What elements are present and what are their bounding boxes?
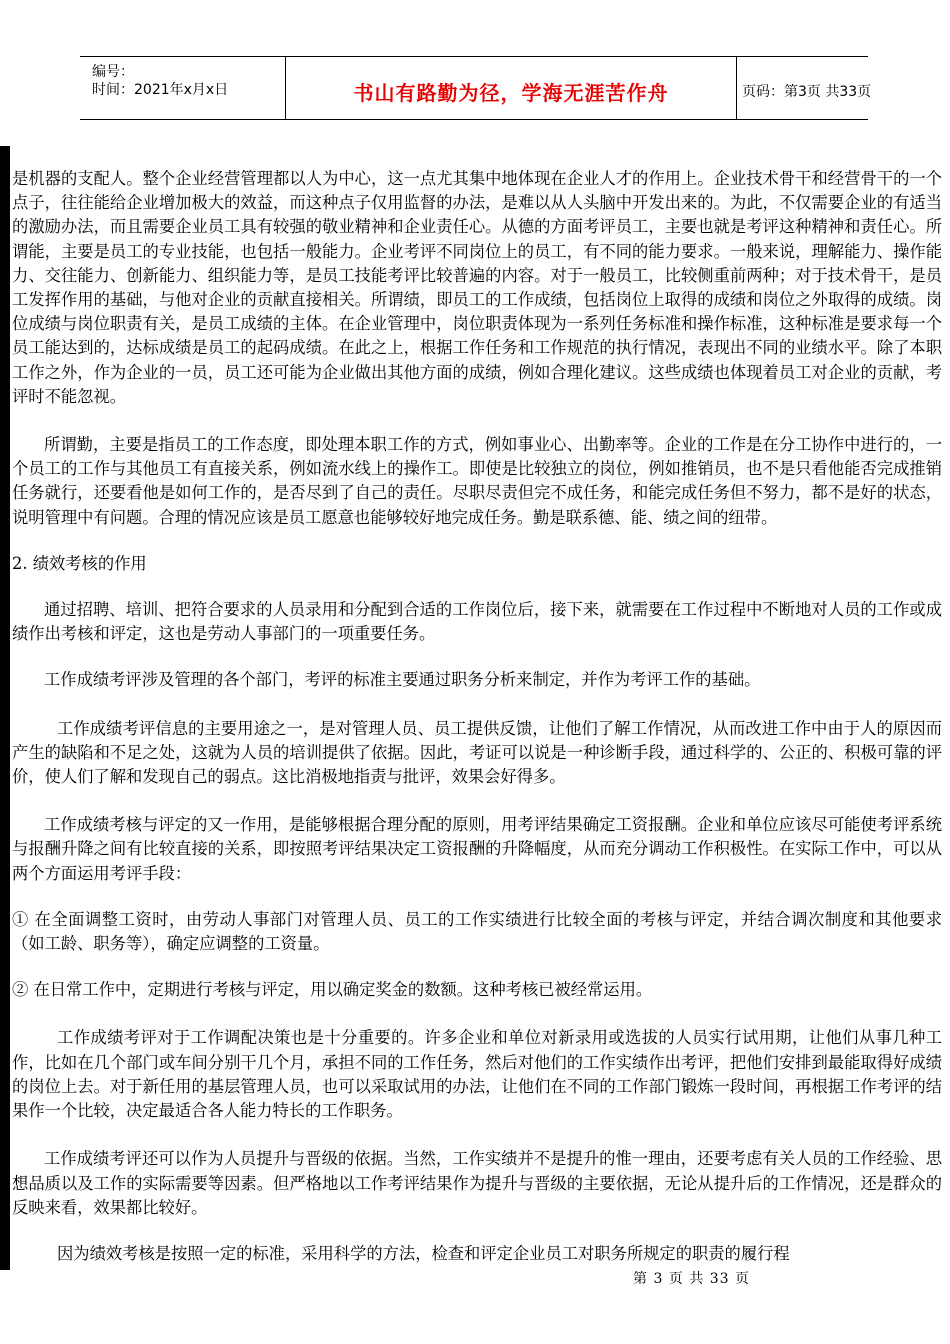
paragraph: 因为绩效考核是按照一定的标准，采用科学的方法，检查和评定企业员工对职务所规定的职责的履行程 [57,1243,790,1263]
header-motto: 书山有路勤为径，学海无涯苦作舟 [353,81,669,105]
header-page-cell [736,57,872,119]
document-body [12,167,942,1266]
paragraph: 工作成绩考评涉及管理的各个部门，考评的标准主要通过职务分析来制定，并作为考评工作的基础。 [44,670,761,690]
page-footer: 第 3 页 共 33 页 [633,1271,750,1287]
paragraph: 工作成绩考核与评定的又一作用，是能够根据合理分配的原则，用考评结果确定工资报酬。企业和单位应该尽可能使考评系统与报酬升降之间有比较直接的关系，即按照考评结果决定工资报酬的升降幅度，从而充分调动工作积极性。在实际工作中，可以从两个方面运用考评手段： [12,815,942,883]
paragraph: 工作成绩考评信息的主要用途之一，是对管理人员、员工提供反馈，让他们了解工作情况，从而改进工作中由于人的原因而产生的缺陷和不足之处，这就为人员的培训提供了依据。因此，考证可以说是一种诊断手段，通过科学的、公正的、积极可靠的评价，使人们了解和发现自己的弱点。这比消极地指责与批评，效果会好得多。 [12,718,942,787]
header-meta [80,57,285,119]
header-motto-cell [285,57,737,119]
left-margin-bar [0,146,10,1270]
paragraph: 工作成绩考评还可以作为人员提升与晋级的依据。当然，工作实绩并不是提升的惟一理由，还要考虑有关人员的工作经验、思想品质以及工作的实际需要等因素。但严格地以工作考评结果作为提升与晋级的主要依据，无论从提升后的工作情况，还是群众的反映来看，效果都比较好。 [12,1149,942,1217]
paragraph: 是机器的支配人。整个企业经营管理都以人为中心，这一点尤其集中地体现在企业人才的作用上。企业技术骨干和经营骨干的一个点子，往往能给企业增加极大的效益，而这种点子仅用监督的办法，是难以从人头脑中开发出来的。为此，不仅需要企业的有适当的激励办法，而且需要企业员工具有较强的敬业精神和企业责任心。从德的方面考评员工，主要也就是考评这种精神和责任心。所谓能，主要是员工的专业技能，也包括一般能力。企业考评不同岗位上的员工，有不同的能力要求。一般来说，理解能力、操作能力、交往能力、创新能力、组织能力等，是员工技能考评比较普遍的内容。对于一般员工，比较侧重前两种；对于技术骨干，是员工发挥作用的基础，与他对企业的贡献直接相关。所谓绩，即员工的工作成绩，包括岗位上取得的成绩和岗位之外取得的成绩。岗位成绩与岗位职责有关，是员工成绩的主体。在企业管理中，岗位职责体现为一系列任务标准和操作标准，这种标准是要求每一个员工能达到的，达标成绩是员工的起码成绩。在此之上，根据工作任务和工作规范的执行情况，表现出不同的业绩水平。除了本职工作之外，作为企业的一员，员工还可能为企业做出其他方面的成绩，例如合理化建议。这些成绩也体现着员工对企业的贡献，考评时不能忽视。 [12,169,942,406]
header-page-code: 页码：第3页 共33页 [742,84,872,100]
document-number-label: 编号： [92,64,134,80]
paragraph: 通过招聘、培训、把符合要求的人员录用和分配到合适的工作岗位后，接下来，就需要在工作过程中不断地对人员的工作或成绩作出考核和评定，这也是劳动人事部门的一项重要任务。 [12,600,942,644]
document-date: 时间：2021年x月x日 [92,82,229,98]
page-header [80,56,872,120]
section-heading: 2. 绩效考核的作用 [12,553,147,573]
paragraph: 所谓勤，主要是指员工的工作态度，即处理本职工作的方式，例如事业心、出勤率等。企业的工作是在分工协作中进行的，一个员工的工作与其他员工有直接关系，例如流水线上的操作工。即使是比较独立的岗位，例如推销员，也不是只看他能否完成推销任务就行，还要看他是如何工作的，是否尽到了自己的责任。尽职尽责但完不成任务，和能完成任务但不努力，都不是好的状态，说明管理中有问题。合理的情况应该是员工愿意也能够较好地完成任务。勤是联系德、能、绩之间的纽带。 [12,435,942,527]
list-item: ② 在日常工作中，定期进行考核与评定，用以确定奖金的数额。这种考核已被经常运用。 [12,980,653,1000]
list-item: ① 在全面调整工资时，由劳动人事部门对管理人员、员工的工作实绩进行比较全面的考核与评定，并结合调次制度和其他要求（如工龄、职务等），确定应调整的工资量。 [12,909,942,954]
paragraph: 工作成绩考评对于工作调配决策也是十分重要的。许多企业和单位对新录用或选拔的人员实行试用期，让他们从事几种工作，比如在几个部门或车间分别干几个月，承担不同的工作任务，然后对他们的工作实绩作出考评，把他们安排到最能取得好成绩的岗位上去。对于新任用的基层管理人员，也可以采取试用的办法，让他们在不同的工作部门锻炼一段时间，再根据工作考评的结果作一个比较，决定最适合各人能力特长的工作职务。 [12,1028,942,1121]
